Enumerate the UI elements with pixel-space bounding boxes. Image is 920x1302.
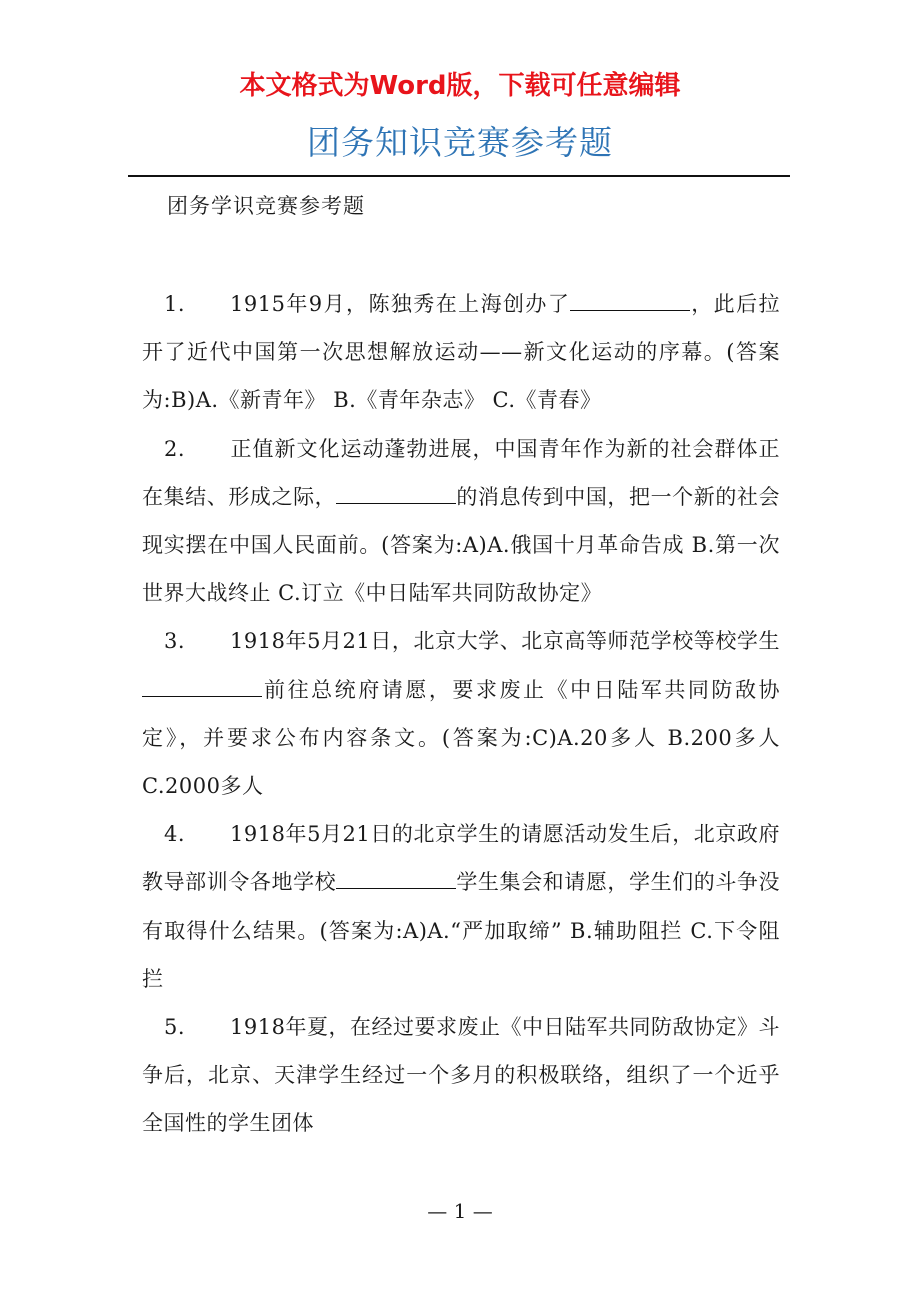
question-number: 5.	[164, 1015, 186, 1040]
question-text-after-blank: 学生集会和请愿，学生们的斗争没有取得什么结果。(答案为:A)A.“严加取缔” B.辅助阻拦 C.下令阻拦	[142, 870, 780, 991]
question-text-after-blank: ，此后拉开了近代中国第一次思想解放运动——新文化运动的序幕。(答案为:B)A.《新青年》 B.《青年杂志》 C.《青春》	[142, 292, 781, 413]
question-number: 1.	[164, 292, 186, 316]
question-1	[142, 280, 780, 425]
question-4	[142, 810, 780, 1003]
question-text-before-blank: 1918年5月21日的北京学生的请愿活动发生后，北京政府教导部训令各地学校	[142, 822, 780, 895]
answer-blank	[570, 290, 690, 311]
question-text: 1918年夏，在经过要求废止《中日陆军共同防敌协定》斗争后，北京、天津学生经过一个多月的积极联络，组织了一个近乎全国性的学生团体	[142, 1015, 780, 1136]
question-number: 4.	[164, 822, 186, 847]
question-number: 3.	[164, 629, 186, 654]
document-subtitle: 团务学识竞赛参考题	[167, 194, 365, 218]
question-text-before-blank: 1915年9月，陈独秀在上海创办了	[230, 292, 571, 316]
question-text-after-blank: 前往总统府请愿，要求废止《中日陆军共同防敌协定》，并要求公布内容条文。(答案为:C)A.20多人 B.200多人 C.2000多人	[142, 677, 780, 799]
answer-blank	[336, 483, 456, 504]
answer-blank	[142, 676, 262, 697]
question-text-before-blank: 1918年5月21日，北京大学、北京高等师范学校等校学生	[230, 629, 780, 654]
question-text-after-blank: 的消息传到中国，把一个新的社会现实摆在中国人民面前。(答案为:A)A.俄国十月革命告成 B.第一次世界大战终止 C.订立《中日陆军共同防敌协定》	[142, 484, 780, 606]
question-3	[142, 617, 780, 810]
question-list	[142, 280, 780, 1148]
question-text-before-blank: 正值新文化运动蓬勃进展，中国青年作为新的社会群体正在集结、形成之际，	[142, 436, 780, 509]
answer-blank	[336, 868, 456, 889]
page-number: — 1 —	[427, 1199, 493, 1223]
question-5	[142, 1003, 780, 1148]
title-divider	[128, 175, 790, 177]
question-number: 2.	[164, 436, 186, 461]
question-2	[142, 425, 780, 618]
document-title: 团务知识竞赛参考题	[307, 123, 613, 162]
format-notice-banner: 本文格式为Word版，下载可任意编辑	[239, 71, 681, 101]
